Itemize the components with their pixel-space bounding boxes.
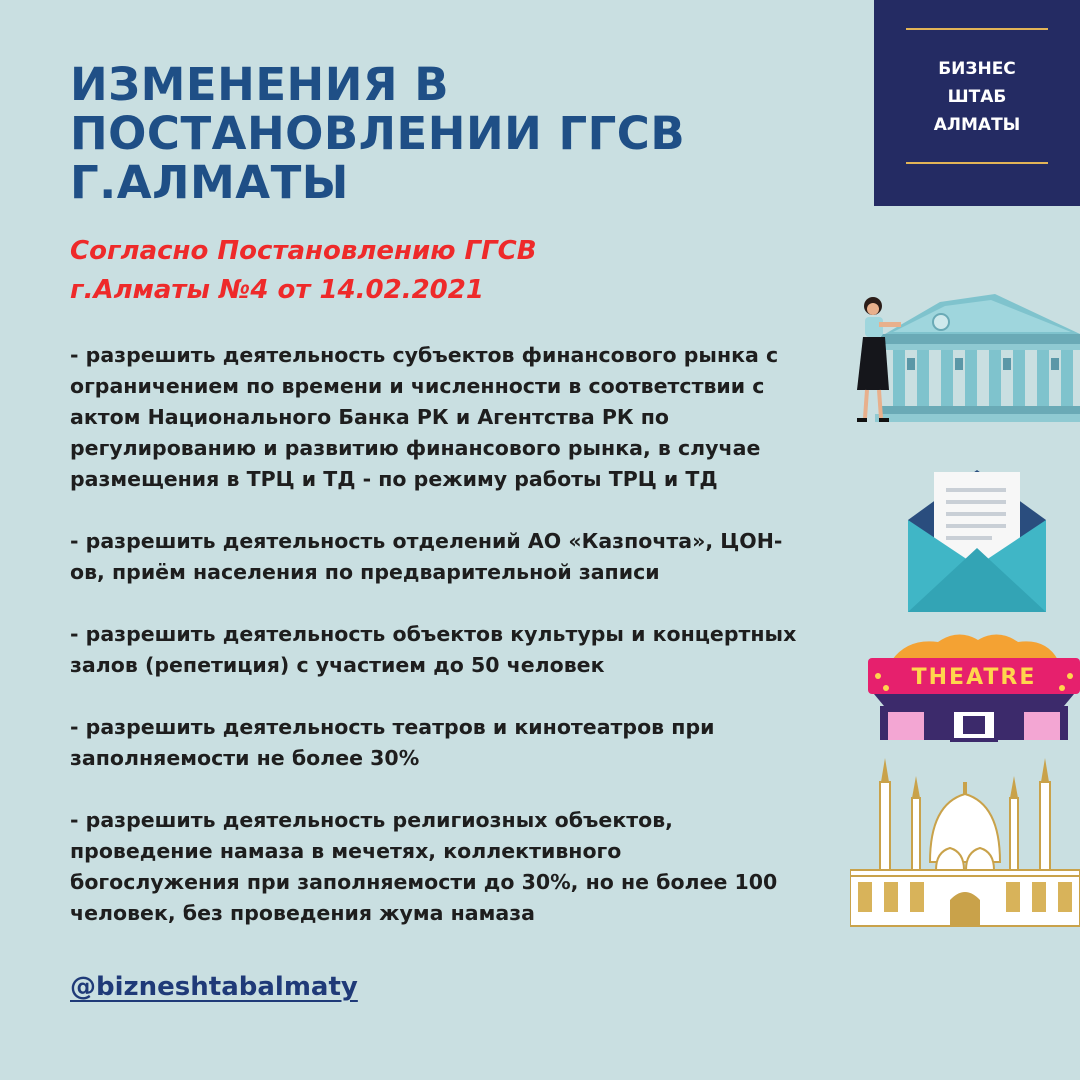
paragraph-line: человек, без проведения жума намаза bbox=[70, 901, 535, 925]
title-line-1: ИЗМЕНЕНИЯ В bbox=[70, 58, 449, 111]
paragraph-line: регулированию и развитию финансового рынка, в случае bbox=[70, 436, 761, 460]
page-title bbox=[70, 60, 685, 207]
regulation-list bbox=[70, 340, 870, 960]
paragraph-religious bbox=[70, 805, 870, 929]
paragraph-line: заполняемости не более 30% bbox=[70, 746, 420, 770]
envelope-letter-icon bbox=[908, 466, 1046, 614]
paragraph-line: - разрешить деятельность религиозных объектов, bbox=[70, 808, 673, 832]
paragraph-line: богослужения при заполняемости до 30%, но не более 100 bbox=[70, 870, 778, 894]
paragraph-theatres bbox=[70, 712, 870, 774]
badge-text bbox=[874, 55, 1080, 139]
paragraph-line: - разрешить деятельность отделений АО «Казпочта», ЦОН- bbox=[70, 529, 783, 553]
badge-line-3: АЛМАТЫ bbox=[933, 115, 1021, 135]
badge-rule-top bbox=[906, 28, 1048, 30]
paragraph-line: актом Национального Банка РК и Агентства РК по bbox=[70, 405, 669, 429]
title-line-2: ПОСТАНОВЛЕНИИ ГГСВ bbox=[70, 107, 686, 160]
paragraph-line: залов (репетиция) с участием до 50 человек bbox=[70, 653, 605, 677]
title-line-3: Г.АЛМАТЫ bbox=[70, 156, 349, 209]
paragraph-financial-market bbox=[70, 340, 870, 495]
badge-rule-bottom bbox=[906, 162, 1048, 164]
subtitle-line-1: Согласно Постановлению ГГСВ bbox=[70, 236, 537, 266]
mosque-icon bbox=[850, 752, 1080, 930]
social-handle-link[interactable]: @bizneshtabalmaty bbox=[70, 972, 358, 1002]
subtitle bbox=[70, 232, 537, 310]
paragraph-post-office bbox=[70, 526, 870, 588]
subtitle-line-2: г.Алматы №4 от 14.02.2021 bbox=[70, 275, 484, 305]
theatre-building-icon bbox=[868, 632, 1080, 744]
paragraph-line: ов, приём населения по предварительной записи bbox=[70, 560, 660, 584]
brand-badge bbox=[874, 0, 1080, 206]
badge-line-1: БИЗНЕС bbox=[938, 59, 1016, 79]
paragraph-line: - разрешить деятельность субъектов финансового рынка с bbox=[70, 343, 779, 367]
theatre-sign: THEATRE bbox=[911, 665, 1037, 690]
paragraph-line: ограничением по времени и численности в соответствии с bbox=[70, 374, 765, 398]
badge-line-2: ШТАБ bbox=[947, 87, 1007, 107]
paragraph-line: - разрешить деятельность объектов культуры и концертных bbox=[70, 622, 797, 646]
paragraph-line: проведение намаза в мечетях, коллективного bbox=[70, 839, 622, 863]
bank-building-icon bbox=[845, 292, 1080, 430]
paragraph-line: - разрешить деятельность театров и кинотеатров при bbox=[70, 715, 715, 739]
paragraph-culture bbox=[70, 619, 870, 681]
paragraph-line: размещения в ТРЦ и ТД - по режиму работы ТРЦ и ТД bbox=[70, 467, 718, 491]
